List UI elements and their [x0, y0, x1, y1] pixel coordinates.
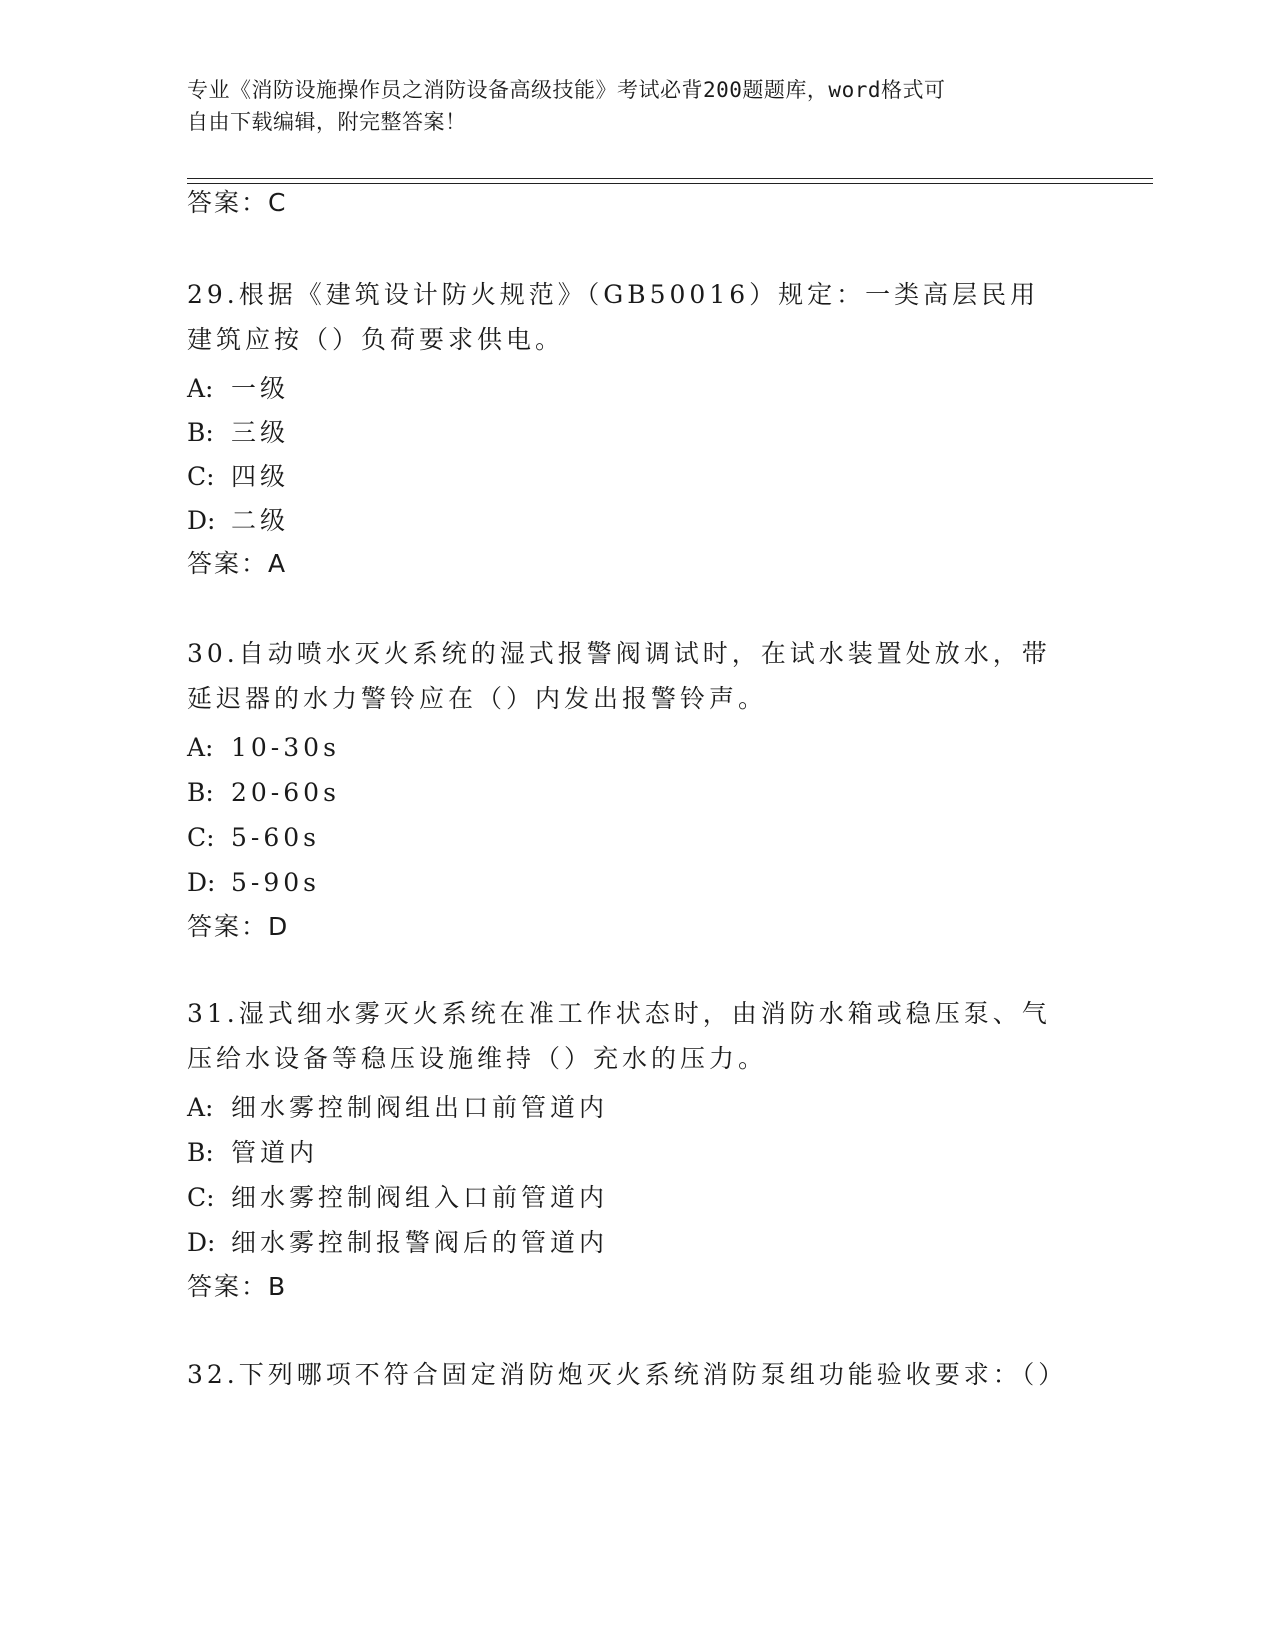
question-29-text: 29.根据《建筑设计防火规范》（GB50016）规定：一类高层民用建筑应按（）负荷要求供电。	[187, 280, 1040, 354]
option-key: B:	[187, 1138, 214, 1167]
option-key: C:	[187, 1183, 215, 1212]
question-29-option-d	[187, 503, 289, 539]
option-text: 二级	[231, 506, 290, 535]
option-key: A:	[187, 374, 214, 403]
answer-value: C	[268, 188, 287, 217]
header-divider-bottom	[187, 183, 1153, 184]
question-30-option-c	[187, 820, 320, 856]
question-31-option-a	[187, 1090, 608, 1126]
option-text: 细水雾控制报警阀后的管道内	[231, 1228, 609, 1257]
option-text: 5-90s	[231, 868, 320, 897]
question-30-text: 30.自动喷水灭火系统的湿式报警阀调试时，在试水装置处放水，带延迟器的水力警铃应在（）内发出报警铃声。	[187, 639, 1051, 713]
option-key: B:	[187, 418, 214, 447]
option-key: A:	[187, 733, 214, 762]
option-key: A:	[187, 1093, 214, 1122]
question-31-option-d	[187, 1225, 608, 1261]
answer-value: D	[268, 912, 289, 941]
answer-line	[187, 186, 286, 220]
header-divider-top	[187, 178, 1153, 179]
option-key: C:	[187, 462, 215, 491]
answer-label: 答案：	[187, 188, 269, 217]
answer-label: 答案：	[187, 1272, 269, 1301]
answer-value: B	[268, 1272, 287, 1301]
question-31-option-c	[187, 1180, 608, 1216]
question-29-option-a	[187, 371, 289, 407]
option-text: 四级	[231, 462, 290, 491]
answer-label: 答案：	[187, 912, 269, 941]
question-32-text: 32.下列哪项不符合固定消防炮灭火系统消防泵组功能验收要求：（）	[187, 1360, 1068, 1389]
header-line-2: 自由下载编辑，附完整答案！	[187, 110, 467, 134]
answer-value: A	[268, 549, 287, 578]
option-key: B:	[187, 778, 214, 807]
option-text: 10-30s	[231, 733, 340, 762]
option-text: 细水雾控制阀组出口前管道内	[231, 1093, 609, 1122]
header-line-1: 专业《消防设施操作员之消防设备高级技能》考试必背200题题库，word格式可	[187, 78, 946, 102]
option-text: 5-60s	[231, 823, 320, 852]
option-key: C:	[187, 823, 215, 852]
option-key: D:	[187, 1228, 216, 1257]
option-text: 一级	[231, 374, 290, 403]
question-31-answer	[187, 1270, 286, 1304]
answer-label: 答案：	[187, 549, 269, 578]
option-key: D:	[187, 506, 216, 535]
question-30-answer	[187, 910, 288, 944]
question-30-option-a	[187, 730, 340, 766]
option-text: 20-60s	[231, 778, 340, 807]
option-text: 三级	[231, 418, 290, 447]
document-header	[187, 74, 1067, 138]
question-30-option-d	[187, 865, 320, 901]
question-29-option-c	[187, 459, 289, 495]
option-text: 细水雾控制阀组入口前管道内	[231, 1183, 609, 1212]
question-29-option-b	[187, 415, 289, 451]
option-text: 管道内	[231, 1138, 319, 1167]
question-31-option-b	[187, 1135, 318, 1171]
question-29-answer	[187, 547, 286, 581]
question-30-option-b	[187, 775, 340, 811]
option-key: D:	[187, 868, 216, 897]
question-31-text: 31.湿式细水雾灭火系统在准工作状态时，由消防水箱或稳压泵、气压给水设备等稳压设施维持（）充水的压力。	[187, 999, 1051, 1073]
